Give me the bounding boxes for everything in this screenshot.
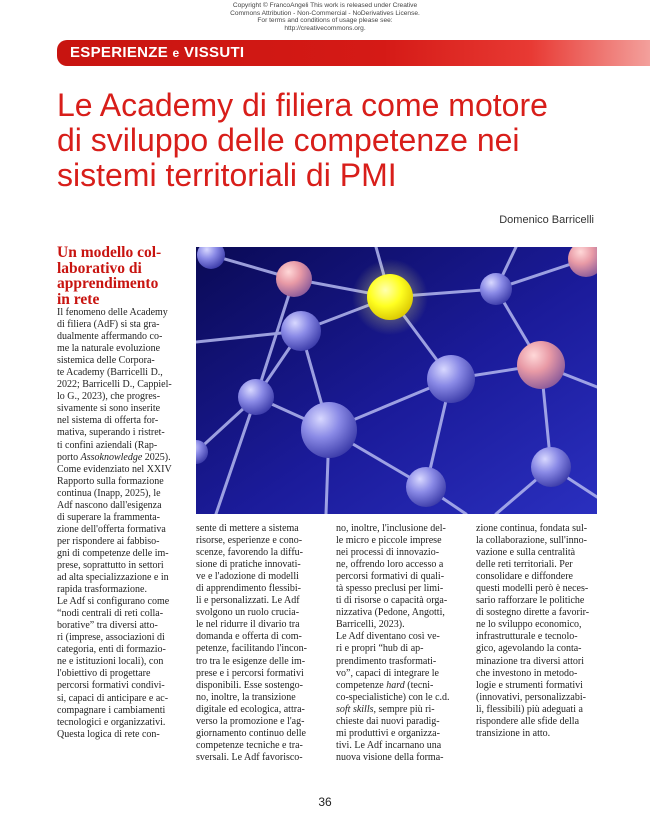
text-line: ne, offrendo loro accesso a	[336, 559, 444, 571]
text-line: tecnologici e organizzativi.	[57, 716, 166, 728]
text-line: nei processi di innovazio-	[336, 547, 440, 559]
text-line: percorsi formativi condivi-	[57, 680, 165, 692]
text-line: li, flessibili) più adeguati a	[476, 703, 583, 715]
text-line: Adf nascono dall'esigenza	[57, 499, 162, 511]
text-line: ri e propri “hub di ap-	[336, 643, 424, 655]
section-heading	[57, 245, 182, 307]
text-line: nizzativa (Pedone, Angotti,	[336, 607, 445, 619]
text-line: Barricelli, 2023).	[336, 619, 405, 631]
text-line: percorsi formativi di quali-	[336, 571, 445, 583]
text-line: tivi. Le Adf incarnano una	[336, 739, 442, 751]
copyright-line: Copyright © FrancoAngeli This work is released under Creative	[232, 2, 418, 9]
banner-label-part: ESPERIENZE	[70, 44, 173, 61]
text-line: che investono in metodo-	[476, 667, 578, 679]
author-name: Domenico Barricelli	[499, 214, 594, 226]
banner-label	[70, 44, 244, 61]
text-line: svolgono un ruolo crucia-	[196, 607, 300, 619]
text-line: competenze hard (tecni-	[336, 679, 434, 691]
text-line: te Academy (Barricelli D.,	[57, 367, 163, 379]
text-line: delle reti territoriali. Per	[476, 559, 573, 571]
text-line: soft skills, sempre più ri-	[336, 703, 435, 715]
text-line: Le Adf si configurano come	[57, 596, 170, 608]
text-line: Il fenomeno delle Academy	[57, 307, 168, 318]
text-line: sario rafforzare le politiche	[476, 595, 585, 607]
text-line: di superare la frammenta-	[57, 511, 161, 523]
section-heading-line: laborativo di	[57, 259, 142, 277]
text-line: petenze, facilitando l'incon-	[196, 643, 307, 655]
text-line: lo G., 2023), che progres-	[57, 391, 161, 403]
text-line: li e personalizzati. Le Adf	[196, 595, 300, 607]
copyright-line: For terms and conditions of usage please see:	[257, 17, 393, 25]
text-line: di filiera (AdF) si sta gra-	[57, 319, 160, 331]
text-line: ve e l'adozione di modelli	[196, 571, 299, 583]
section-heading-line: apprendimento	[57, 275, 159, 292]
text-line: prendimento trasformati-	[336, 655, 437, 667]
italic-term: hard	[386, 679, 405, 691]
text-line: 2022; Barricelli D., Cappiel-	[57, 379, 172, 391]
text-line: la collaborazione, sull'inno-	[476, 535, 587, 547]
text-line: Le Adf diventano così ve-	[336, 631, 440, 643]
text-line: ti confini aziendali (Rap-	[57, 439, 158, 451]
italic-term: soft skills	[336, 703, 374, 715]
text-line: rispondere alle sfide della	[476, 715, 580, 727]
text-line: porto Assoknowledge 2025).	[57, 451, 171, 463]
text-line: scenze, favorendo la diffu-	[196, 547, 303, 559]
text-line: zione continua, fondata sul-	[476, 523, 588, 534]
text-line: no, inoltre, la transizione	[196, 691, 296, 703]
text-line: le nel ridurre il divario tra	[196, 619, 300, 631]
text-line: sistemica delle Corpora-	[57, 355, 155, 367]
text-line: tà spesso preclusi per limi-	[336, 583, 444, 595]
text-line: sversali. Le Adf favorisco-	[196, 751, 303, 763]
italic-term: Assoknowledge	[80, 451, 143, 463]
text-line: ad alta specializzazione e in	[57, 572, 169, 584]
text-line: domanda e offerta di com-	[196, 631, 302, 643]
text-line: gni di competenze delle im-	[57, 547, 169, 559]
text-line: Rapporto sulla formazione	[57, 475, 164, 487]
text-line: di apprendimento flessibi-	[196, 583, 301, 595]
text-line: digitale ed ecologica, attra-	[196, 703, 305, 715]
text-line: co-specialistiche) con le c.d.	[336, 691, 450, 703]
text-line: borative” tra diversi atto-	[57, 620, 158, 632]
text-line: prese, soprattutto in settori	[57, 559, 164, 571]
text-line: per rispondere ai fabbiso-	[57, 535, 160, 547]
title-line: Le Academy di filiera come motore	[57, 87, 548, 123]
text-line: gico, agevolando la conta-	[476, 643, 582, 655]
text-column-3	[336, 523, 460, 764]
text-line: vazione e sulla centralità	[476, 547, 576, 559]
text-line: ti di risorse o capacità orga-	[336, 595, 448, 607]
text-line: no, inoltre, l'inclusione del-	[336, 523, 446, 534]
text-line: Come evidenziato nel XXIV	[57, 463, 172, 475]
text-line: me la naturale evoluzione	[57, 343, 161, 355]
text-line: questi modelli però è neces-	[476, 583, 589, 595]
copyright-line: Commons Attribution - Non-Commercial - NoDerivatives License.	[230, 9, 420, 17]
text-line: minazione tra diversi attori	[476, 655, 585, 667]
text-line: (innovativi, personalizzabi-	[476, 691, 586, 703]
section-banner	[57, 40, 650, 66]
text-line: infrastrutturale e tecnolo-	[476, 631, 578, 643]
page-number: 36	[318, 795, 332, 809]
text-line: si, capaci di anticipare e ac-	[57, 692, 169, 704]
text-line: logie e strumenti formativi	[476, 679, 583, 691]
text-line: verso la promozione e l'ag-	[196, 715, 305, 727]
text-line: Questa logica di rete con-	[57, 728, 160, 740]
article-title	[57, 88, 637, 193]
text-line: chieste dai nuovi paradig-	[336, 715, 440, 727]
section-heading-line: Un modello col-	[57, 244, 162, 261]
text-line: ne e istituzioni locali), con	[57, 656, 164, 668]
text-line: mi produttivi e organizza-	[336, 727, 440, 739]
text-line: vo”, capaci di integrare le	[336, 667, 439, 679]
text-line: sione di pratiche innovati-	[196, 559, 301, 571]
text-line: continua (Inapp, 2025), le	[57, 487, 161, 499]
text-line: ri (imprese, associazioni di	[57, 632, 165, 644]
copyright-notice	[180, 2, 470, 32]
text-line: nuova visione della forma-	[336, 751, 444, 763]
text-line: giornamento continuo delle	[196, 727, 306, 739]
text-line: l'obiettivo di progettare	[57, 668, 151, 680]
text-line: di sostegno dirette a favorir-	[476, 607, 590, 619]
text-line: prese e i percorsi formativi	[196, 667, 304, 679]
text-line: mativa, superando i ristret-	[57, 427, 165, 439]
section-heading-line: in rete	[57, 290, 100, 308]
text-line: risorse, esperienze e cono-	[196, 535, 303, 547]
text-line: consolidare e diffondere	[476, 571, 573, 583]
text-column-2	[196, 523, 324, 764]
banner-label-part: e	[172, 46, 180, 60]
text-line: le micro e piccole imprese	[336, 535, 442, 547]
text-line: sivamente si sono inserite	[57, 403, 161, 415]
text-line: compagnare i cambiamenti	[57, 704, 166, 716]
text-line: nel sistema di offerta for-	[57, 415, 159, 427]
text-line: sente di mettere a sistema	[196, 523, 299, 534]
text-line: zione dell'offerta formativa	[57, 523, 166, 535]
network-svg	[196, 247, 597, 514]
text-line: disponibili. Esse sostengo-	[196, 679, 303, 691]
text-line: tro tra le esigenze delle im-	[196, 655, 306, 667]
text-line: rapida trasformazione.	[57, 584, 147, 596]
text-line: categoria, enti di formazio-	[57, 644, 166, 656]
text-line: “nodi centrali di reti colla-	[57, 608, 164, 620]
text-line: ne lo sviluppo economico,	[476, 619, 582, 631]
text-column-1	[57, 307, 187, 741]
text-line: competenze tecniche e tra-	[196, 739, 303, 751]
banner-label-part: VISSUTI	[179, 44, 245, 61]
copyright-link[interactable]: http://creativecommons.org.	[284, 24, 366, 32]
text-column-4	[476, 523, 600, 740]
text-line: transizione in atto.	[476, 727, 551, 739]
title-line: sistemi territoriali di PMI	[57, 157, 397, 193]
network-nodes-illustration	[196, 247, 597, 514]
text-line: dualmente affermando co-	[57, 331, 163, 343]
title-line: di sviluppo delle competenze nei	[57, 122, 520, 158]
